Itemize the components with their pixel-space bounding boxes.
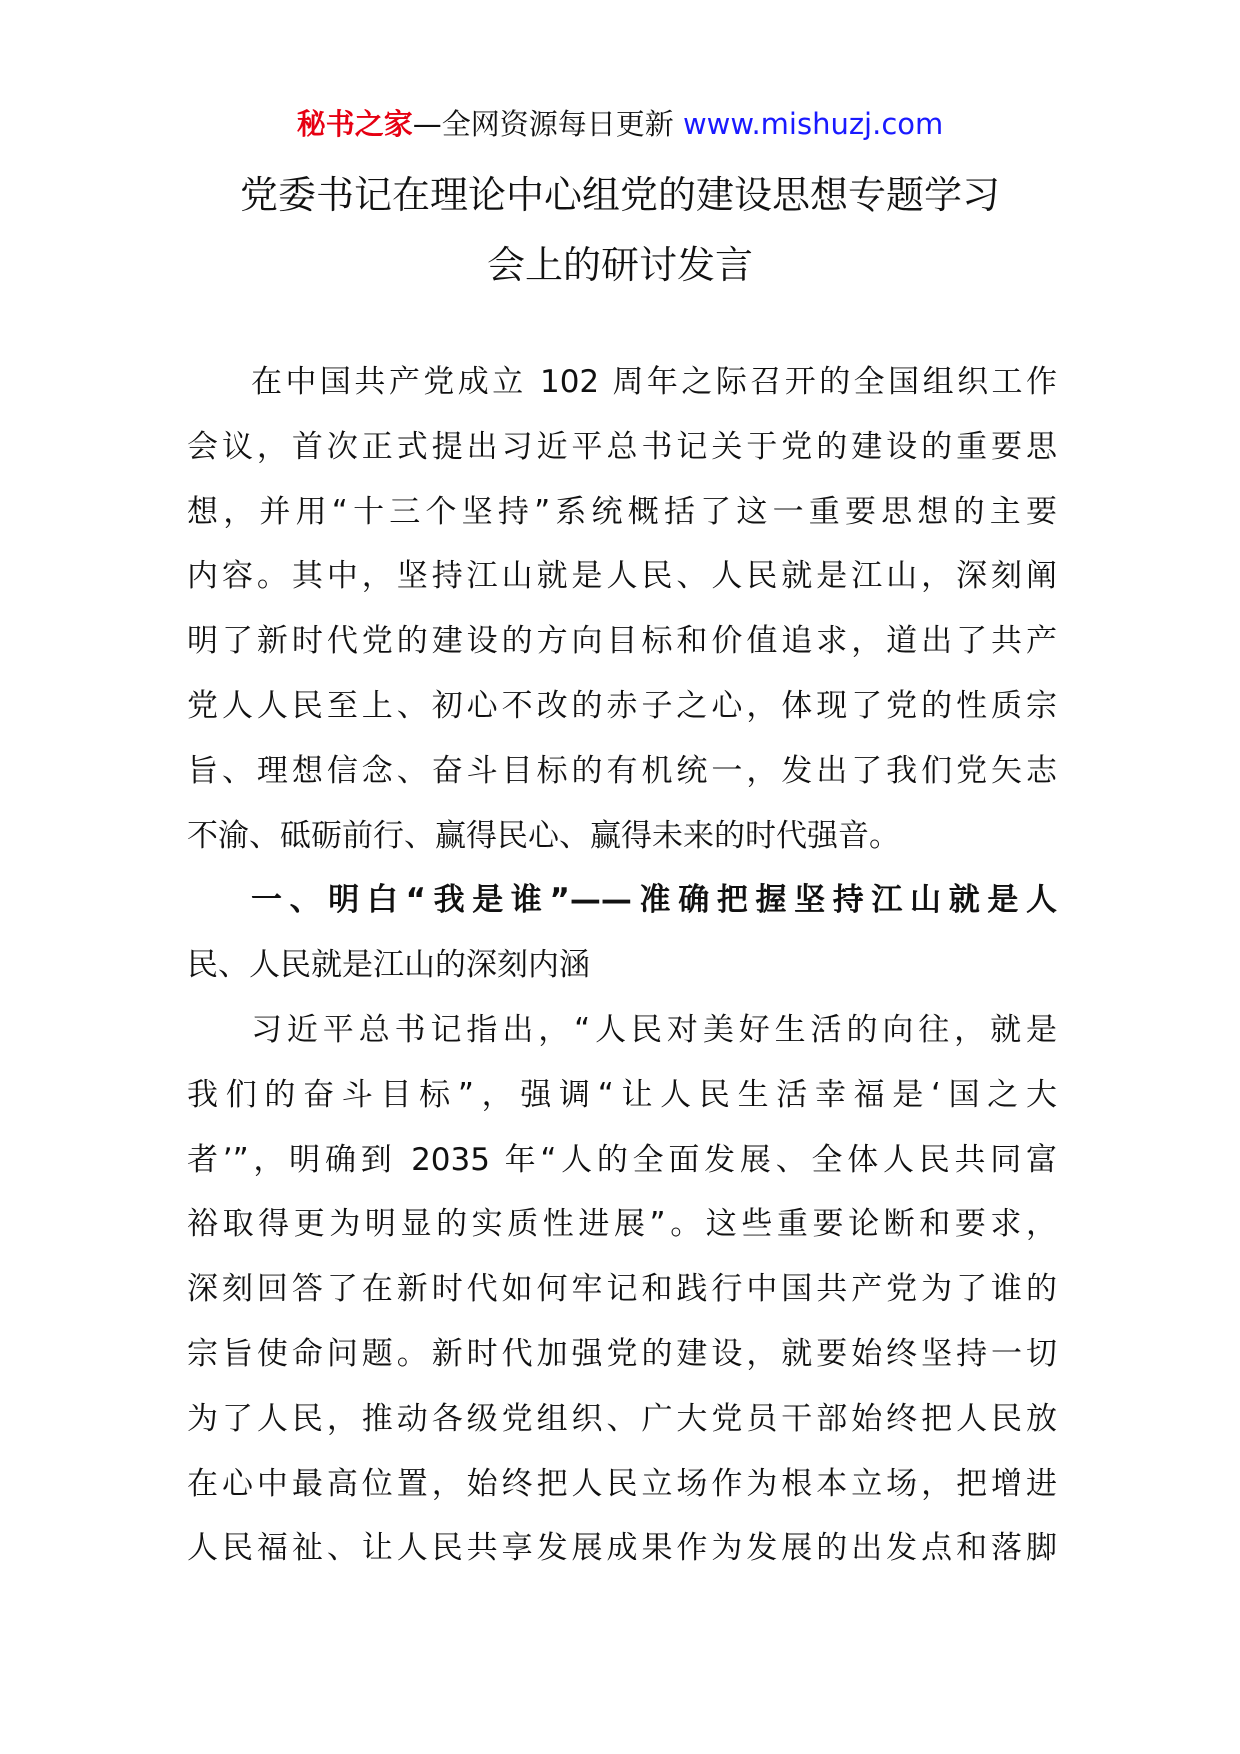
text-line: 者’”，明确到 2035 年“人的全面发展、全体人民共同富 [187,1141,1057,1178]
document-body [187,350,1057,1581]
heading-line: 一、明白“我是谁”——准确把握坚持江山就是人 [251,882,1057,919]
text-line: 人民福祉、让人民共享发展成果作为发展的出发点和落脚 [187,1530,1057,1567]
site-header [0,104,1240,144]
heading-line: 民、人民就是江山的深刻内涵 [187,947,590,984]
section-heading-1 [187,868,1057,998]
text-line: 宗旨使命问题。新时代加强党的建设，就要始终坚持一切 [187,1335,1057,1372]
text-line: 会议，首次正式提出习近平总书记关于党的建设的重要思 [187,428,1057,465]
text-line: 想，并用“十三个坚持”系统概括了这一重要思想的主要 [187,493,1057,530]
text-line: 明了新时代党的建设的方向目标和价值追求，道出了共产 [187,623,1057,660]
document-title-line: 党委书记在理论中心组党的建设思想专题学习 [239,173,1000,217]
text-line: 旨、理想信念、奋斗目标的有机统一，发出了我们党矢志 [187,752,1057,789]
text-line: 为了人民，推动各级党组织、广大党员干部始终把人民放 [187,1400,1057,1437]
site-url-link[interactable]: www.mishuzj.com [682,107,944,141]
paragraph-section-1 [187,998,1057,1581]
text-line: 在心中最高位置，始终把人民立场作为根本立场，把增进 [187,1465,1057,1502]
text-line: 裕取得更为明显的实质性进展”。这些重要论断和要求， [187,1206,1057,1243]
text-line: 在中国共产党成立 102 周年之际召开的全国组织工作 [251,364,1057,400]
document-title-line: 会上的研讨发言 [486,243,753,287]
document-title [150,160,1090,300]
text-line: 深刻回答了在新时代如何牢记和践行中国共产党为了谁的 [187,1271,1057,1308]
text-line: 不渝、砥砺前行、赢得民心、赢得未来的时代强音。 [187,817,900,854]
site-brand[interactable]: 秘书之家 [296,107,413,141]
text-line: 习近平总书记指出，“人民对美好生活的向往，就是 [251,1011,1057,1048]
text-line: 党人人民至上、初心不改的赤子之心，体现了党的性质宗 [187,687,1057,724]
text-line: 内容。其中，坚持江山就是人民、人民就是江山，深刻阐 [187,558,1057,595]
paragraph-intro [187,350,1057,868]
site-tagline: —全网资源每日更新 [412,107,683,141]
text-line: 我们的奋斗目标”，强调“让人民生活幸福是‘国之大 [187,1076,1057,1113]
